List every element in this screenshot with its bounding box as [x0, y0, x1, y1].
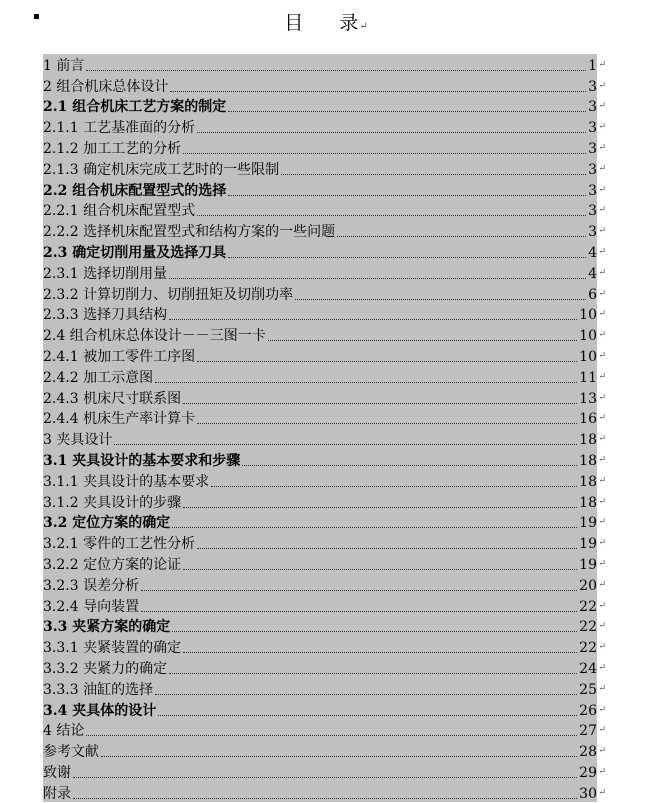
- return-mark: ↵: [598, 243, 606, 261]
- toc-entry[interactable]: [43, 96, 606, 117]
- toc-entry[interactable]: [43, 740, 606, 761]
- return-mark: ↵: [598, 472, 606, 490]
- toc-entry-page: 28: [579, 744, 597, 761]
- toc-leader-dots: [170, 90, 586, 92]
- toc-entry-page: 26: [579, 702, 597, 719]
- toc-entry-label: 2.4.4 机床生产率计算卡: [43, 411, 196, 428]
- toc-entry[interactable]: [43, 137, 606, 158]
- title-right: 录: [339, 12, 359, 34]
- toc-leader-dots: [169, 318, 577, 320]
- toc-leader-dots: [155, 693, 577, 695]
- return-mark: ↵: [598, 118, 606, 136]
- toc-entry-page: 18: [579, 452, 597, 469]
- return-mark: ↵: [598, 763, 606, 781]
- toc-entry[interactable]: [43, 678, 606, 699]
- toc-entry-page: 3: [588, 120, 597, 137]
- toc-entry-page: 3: [588, 203, 597, 220]
- return-mark: ↵: [598, 555, 606, 573]
- toc-entry[interactable]: [43, 532, 606, 553]
- toc-entry[interactable]: [43, 449, 606, 470]
- return-mark: ↵: [598, 201, 606, 219]
- toc-entry-label: 2.3.3 选择刀具结构: [43, 307, 168, 324]
- toc-entry-page: 10: [579, 348, 597, 365]
- toc-entry[interactable]: [43, 408, 606, 429]
- title-left: 目: [284, 12, 304, 34]
- toc-leader-dots: [141, 589, 577, 591]
- table-of-contents: [43, 54, 606, 802]
- return-mark: ↵: [359, 21, 368, 32]
- toc-leader-dots: [242, 464, 577, 466]
- toc-leader-dots: [141, 610, 577, 612]
- toc-entry-label: 2.2.2 选择机床配置型式和结构方案的一些问题: [43, 224, 336, 241]
- toc-entry[interactable]: [43, 304, 606, 325]
- return-mark: ↵: [598, 534, 606, 552]
- toc-entry-label: 2.3.1 选择切削用量: [43, 265, 168, 282]
- toc-entry-page: 18: [579, 473, 597, 490]
- return-mark: ↵: [598, 56, 606, 74]
- toc-entry-label: 2.2 组合机床配置型式的选择: [43, 182, 227, 199]
- toc-leader-dots: [183, 152, 586, 154]
- toc-entry-page: 3: [588, 182, 597, 199]
- return-mark: ↵: [598, 701, 606, 719]
- toc-entry-page: 22: [579, 619, 597, 636]
- toc-leader-dots: [197, 360, 577, 362]
- toc-entry-page: 3: [588, 224, 597, 241]
- toc-entry-page: 19: [579, 515, 597, 532]
- toc-entry-label: 2.1 组合机床工艺方案的制定: [43, 99, 227, 116]
- toc-leader-dots: [86, 734, 577, 736]
- toc-leader-dots: [183, 651, 577, 653]
- toc-entry[interactable]: [43, 158, 606, 179]
- return-mark: ↵: [598, 326, 606, 344]
- toc-entry-label: 参考文献: [43, 744, 99, 761]
- toc-entry-label: 3.2.4 导向装置: [43, 598, 140, 615]
- toc-entry-label: 2.4 组合机床总体设计－－三图一卡: [43, 328, 266, 345]
- toc-entry-page: 10: [579, 307, 597, 324]
- toc-entry-page: 11: [579, 369, 597, 386]
- toc-entry-label: 3.4 夹具体的设计: [43, 702, 157, 719]
- return-mark: ↵: [598, 97, 606, 115]
- toc-leader-dots: [169, 277, 586, 279]
- toc-entry-page: 18: [579, 432, 597, 449]
- toc-entry[interactable]: [43, 262, 606, 283]
- toc-entry-page: 25: [579, 681, 597, 698]
- toc-leader-dots: [155, 381, 577, 383]
- toc-entry[interactable]: [43, 179, 606, 200]
- toc-entry[interactable]: [43, 200, 606, 221]
- toc-entry-page: 6: [588, 286, 597, 303]
- toc-entry-page: 18: [579, 494, 597, 511]
- toc-entry-page: 30: [579, 785, 597, 802]
- toc-entry-label: 致谢: [43, 764, 71, 781]
- toc-leader-dots: [183, 402, 577, 404]
- toc-entry-label: 2.4.2 加工示意图: [43, 369, 154, 386]
- toc-leader-dots: [183, 568, 577, 570]
- return-mark: ↵: [598, 430, 606, 448]
- toc-leader-dots: [197, 214, 586, 216]
- toc-entry[interactable]: [43, 283, 606, 304]
- toc-entry-label: 3.2.3 误差分析: [43, 577, 140, 594]
- toc-entry-page: 10: [579, 328, 597, 345]
- toc-leader-dots: [197, 131, 586, 133]
- toc-leader-dots: [197, 547, 577, 549]
- toc-entry-label: 2.3.2 计算切削力、切削扭矩及切削功率: [43, 286, 294, 303]
- toc-entry-page: 20: [579, 577, 597, 594]
- toc-entry-label: 2.4.1 被加工零件工序图: [43, 348, 196, 365]
- return-mark: ↵: [598, 389, 606, 407]
- toc-entry-label: 3.3.1 夹紧装置的确定: [43, 640, 182, 657]
- return-mark: ↵: [598, 139, 606, 157]
- toc-leader-dots: [73, 776, 577, 778]
- toc-entry-label: 1 前言: [43, 57, 85, 74]
- toc-leader-dots: [183, 506, 577, 508]
- toc-entry-label: 3.3 夹紧方案的确定: [43, 619, 171, 636]
- toc-entry-page: 27: [579, 723, 597, 740]
- page-title: [0, 8, 652, 35]
- toc-entry-page: 4: [588, 244, 597, 261]
- return-mark: ↵: [598, 264, 606, 282]
- toc-entry-label: 3.1 夹具设计的基本要求和步骤: [43, 452, 241, 469]
- toc-entry-label: 3.2.2 定位方案的论证: [43, 556, 182, 573]
- return-mark: ↵: [598, 680, 606, 698]
- return-mark: ↵: [598, 513, 606, 531]
- return-mark: ↵: [598, 784, 606, 802]
- toc-entry[interactable]: [43, 116, 606, 137]
- toc-leader-dots: [268, 339, 577, 341]
- toc-entry-page: 24: [579, 660, 597, 677]
- toc-leader-dots: [172, 630, 577, 632]
- toc-entry[interactable]: [43, 366, 606, 387]
- toc-entry[interactable]: [43, 595, 606, 616]
- toc-leader-dots: [114, 443, 577, 445]
- return-mark: ↵: [598, 285, 606, 303]
- toc-entry-label: 3 夹具设计: [43, 432, 113, 449]
- toc-entry-label: 3.1.1 夹具设计的基本要求: [43, 473, 210, 490]
- toc-entry[interactable]: [43, 54, 606, 75]
- return-mark: ↵: [598, 638, 606, 656]
- return-mark: ↵: [598, 659, 606, 677]
- return-mark: ↵: [598, 368, 606, 386]
- return-mark: ↵: [598, 77, 606, 95]
- toc-leader-dots: [281, 173, 586, 175]
- toc-entry-label: 3.3.2 夹紧力的确定: [43, 660, 168, 677]
- return-mark: ↵: [598, 576, 606, 594]
- toc-leader-dots: [228, 110, 586, 112]
- toc-entry[interactable]: [43, 636, 606, 657]
- toc-entry[interactable]: [43, 220, 606, 241]
- toc-leader-dots: [295, 298, 586, 300]
- toc-entry[interactable]: [43, 512, 606, 533]
- toc-entry-label: 3.3.3 油缸的选择: [43, 681, 154, 698]
- toc-entry[interactable]: [43, 428, 606, 449]
- toc-entry-page: 22: [579, 598, 597, 615]
- toc-entry-label: 2 组合机床总体设计: [43, 78, 169, 95]
- toc-entry-page: 22: [579, 640, 597, 657]
- toc-entry[interactable]: [43, 782, 606, 803]
- toc-entry[interactable]: [43, 616, 606, 637]
- toc-entry[interactable]: [43, 574, 606, 595]
- toc-leader-dots: [169, 672, 577, 674]
- toc-entry[interactable]: [43, 387, 606, 408]
- return-mark: ↵: [598, 742, 606, 760]
- toc-entry-label: 2.4.3 机床尺寸联系图: [43, 390, 182, 407]
- toc-leader-dots: [211, 485, 577, 487]
- toc-leader-dots: [73, 797, 577, 799]
- toc-entry-label: 附录: [43, 785, 71, 802]
- return-mark: ↵: [598, 181, 606, 199]
- return-mark: ↵: [598, 721, 606, 739]
- toc-entry[interactable]: [43, 345, 606, 366]
- toc-entry[interactable]: [43, 657, 606, 678]
- toc-entry-page: 3: [588, 78, 597, 95]
- toc-entry[interactable]: [43, 470, 606, 491]
- toc-leader-dots: [172, 526, 577, 528]
- toc-leader-dots: [101, 755, 577, 757]
- toc-entry[interactable]: [43, 720, 606, 741]
- toc-entry-page: 13: [579, 390, 597, 407]
- toc-entry-page: 16: [579, 411, 597, 428]
- toc-entry[interactable]: [43, 699, 606, 720]
- toc-entry-label: 4 结论: [43, 723, 85, 740]
- return-mark: ↵: [598, 347, 606, 365]
- toc-entry-page: 4: [588, 265, 597, 282]
- toc-entry-label: 2.2.1 组合机床配置型式: [43, 203, 196, 220]
- toc-leader-dots: [158, 714, 577, 716]
- toc-leader-dots: [228, 194, 586, 196]
- toc-entry-page: 19: [579, 536, 597, 553]
- return-mark: ↵: [598, 451, 606, 469]
- toc-leader-dots: [197, 422, 577, 424]
- return-mark: ↵: [598, 409, 606, 427]
- toc-entry-page: 1: [588, 57, 597, 74]
- toc-entry[interactable]: [43, 241, 606, 262]
- toc-entry[interactable]: [43, 75, 606, 96]
- toc-leader-dots: [228, 256, 586, 258]
- toc-entry-label: 3.2 定位方案的确定: [43, 515, 171, 532]
- toc-entry[interactable]: [43, 553, 606, 574]
- return-mark: ↵: [598, 160, 606, 178]
- toc-entry-label: 2.1.3 确定机床完成工艺时的一些限制: [43, 161, 280, 178]
- toc-entry[interactable]: [43, 324, 606, 345]
- toc-entry-label: 3.2.1 零件的工艺性分析: [43, 536, 196, 553]
- return-mark: ↵: [598, 493, 606, 511]
- toc-entry-label: 3.1.2 夹具设计的步骤: [43, 494, 182, 511]
- toc-entry-label: 2.3 确定切削用量及选择刀具: [43, 244, 227, 261]
- toc-leader-dots: [337, 235, 586, 237]
- return-mark: ↵: [598, 222, 606, 240]
- toc-entry[interactable]: [43, 491, 606, 512]
- toc-entry[interactable]: [43, 761, 606, 782]
- return-mark: ↵: [598, 305, 606, 323]
- toc-entry-page: 29: [579, 764, 597, 781]
- toc-leader-dots: [86, 69, 586, 71]
- return-mark: ↵: [598, 597, 606, 615]
- toc-entry-page: 3: [588, 140, 597, 157]
- toc-entry-page: 3: [588, 161, 597, 178]
- toc-entry-page: 19: [579, 556, 597, 573]
- toc-entry-label: 2.1.2 加工工艺的分析: [43, 140, 182, 157]
- toc-entry-label: 2.1.1 工艺基准面的分析: [43, 120, 196, 137]
- toc-entry-page: 3: [588, 99, 597, 116]
- return-mark: ↵: [598, 617, 606, 635]
